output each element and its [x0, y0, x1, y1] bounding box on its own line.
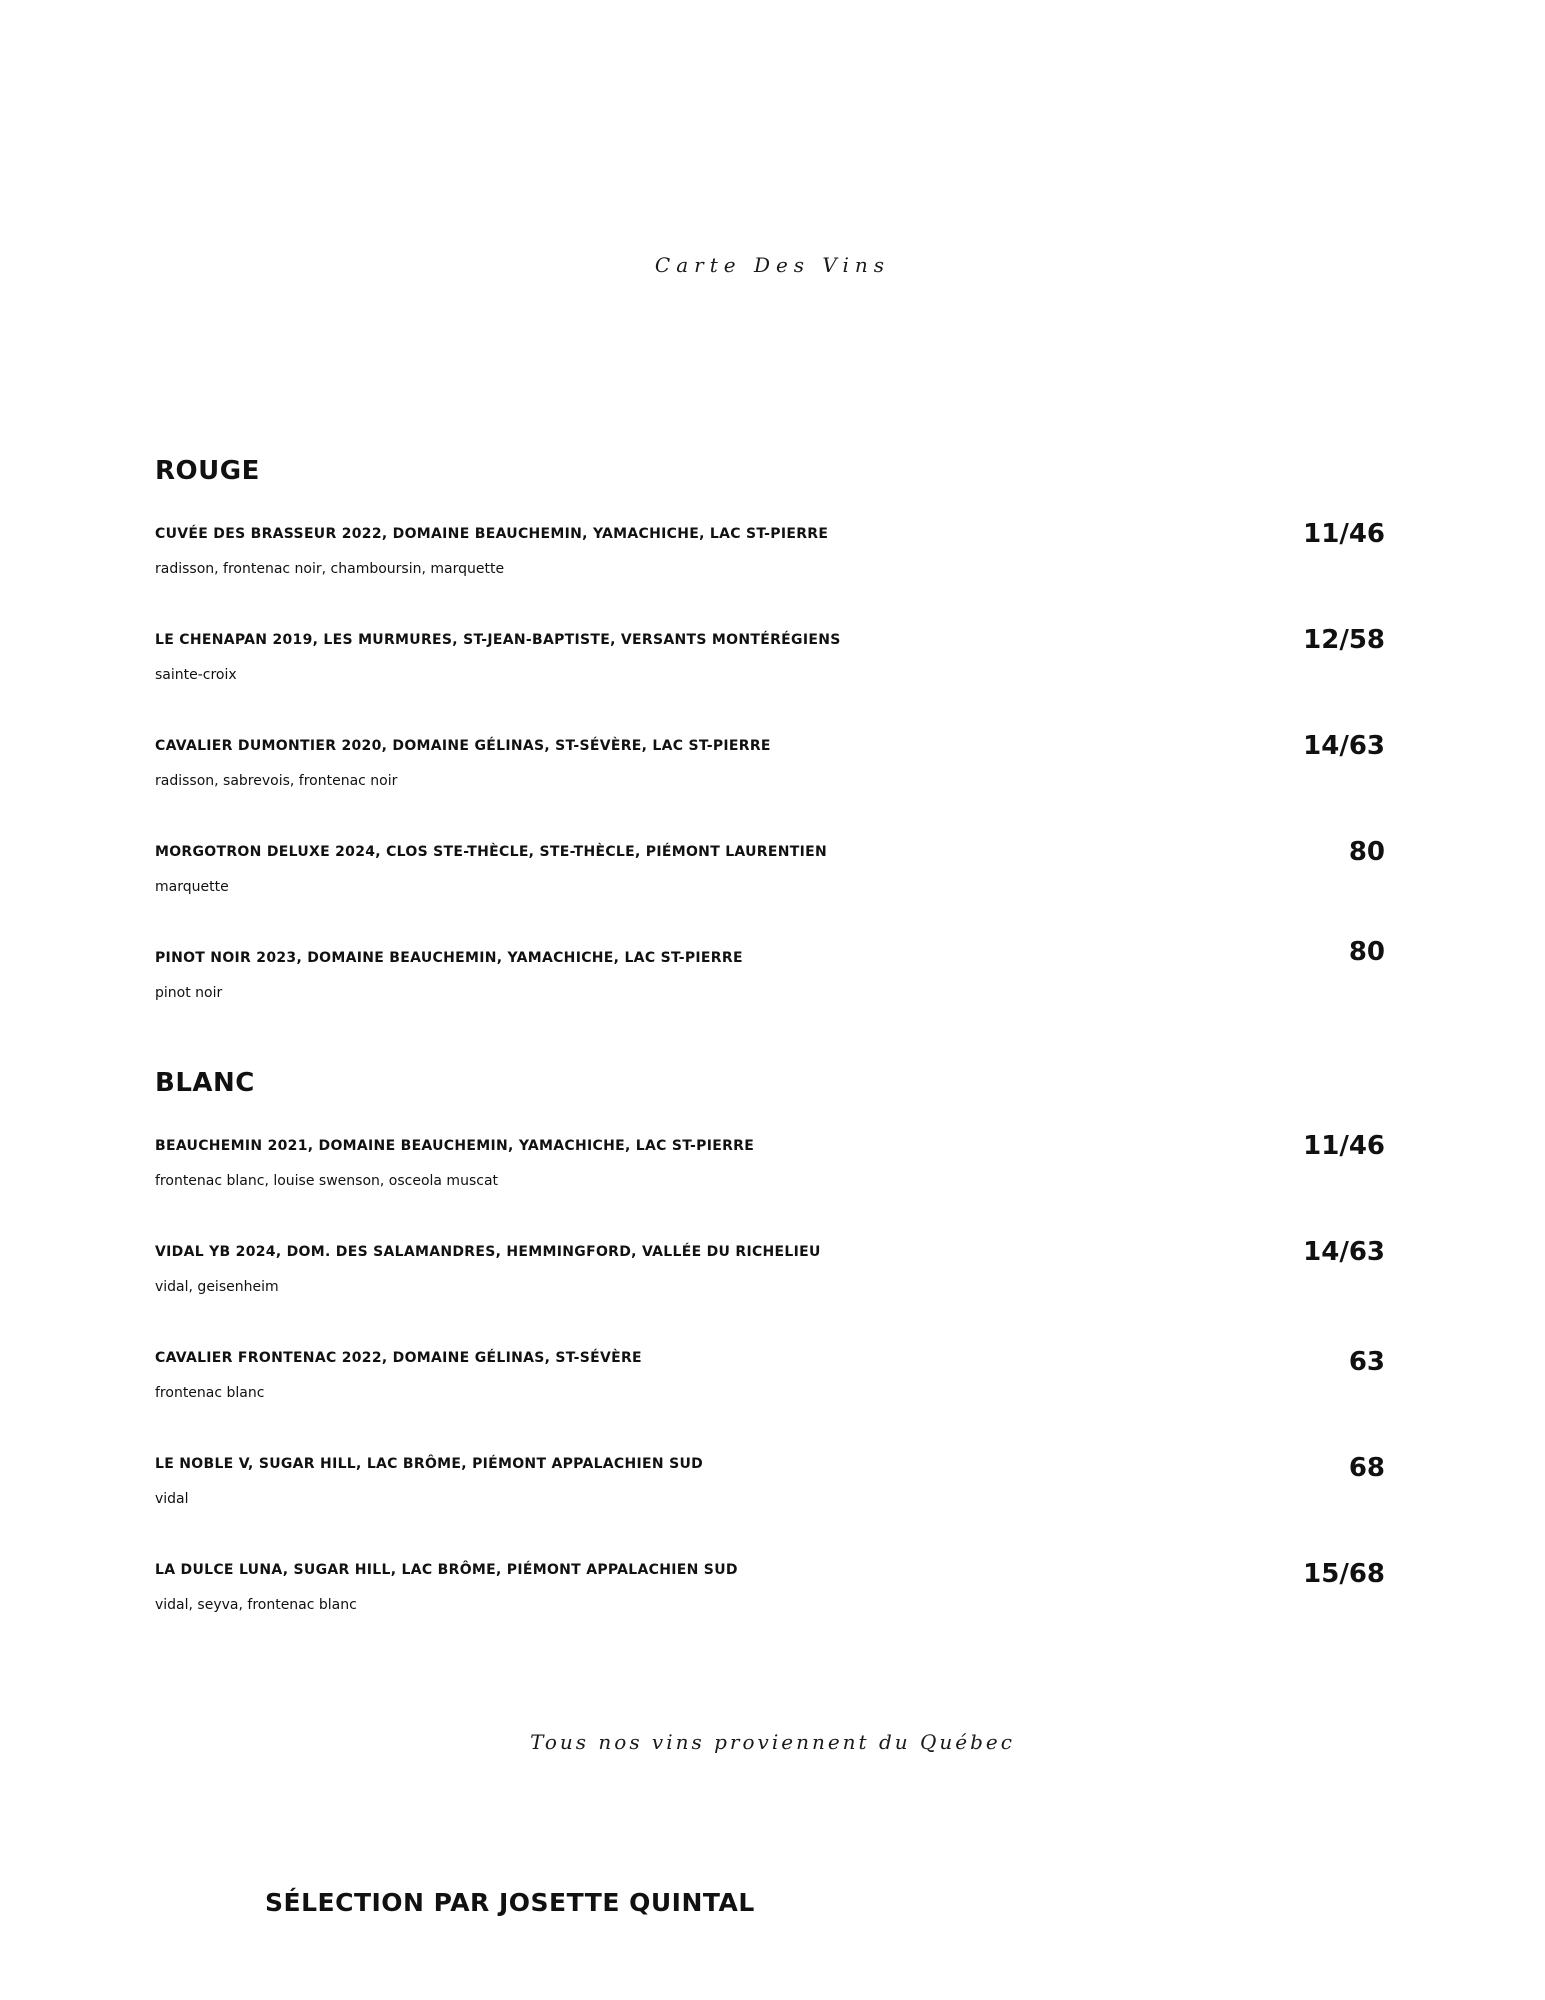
wine-grapes: marquette: [155, 879, 229, 895]
wine-price: 63: [1348, 1347, 1385, 1377]
wine-price: 12/58: [1303, 625, 1385, 655]
wine-price: 14/63: [1303, 731, 1385, 761]
selection-credit: SÉLECTION PAR JOSETTE QUINTAL: [265, 1888, 755, 1917]
wine-name: BEAUCHEMIN 2021, DOMAINE BEAUCHEMIN, YAMACHICHE, LAC ST-PIERRE: [155, 1138, 755, 1154]
wine-price: 68: [1348, 1453, 1385, 1483]
wine-price: 80: [1348, 937, 1385, 967]
wine-name: CAVALIER DUMONTIER 2020, DOMAINE GÉLINAS, ST-SÉVÈRE, LAC ST-PIERRE: [155, 738, 771, 754]
wine-item: [155, 1448, 1385, 1518]
wine-price: 11/46: [1303, 519, 1385, 549]
wine-item: [155, 937, 1385, 1012]
wine-grapes: vidal, geisenheim: [155, 1279, 279, 1295]
wine-item: [155, 1130, 1385, 1200]
wine-grapes: radisson, frontenac noir, chamboursin, marquette: [155, 561, 505, 577]
wine-name: PINOT NOIR 2023, DOMAINE BEAUCHEMIN, YAMACHICHE, LAC ST-PIERRE: [155, 950, 743, 966]
wine-price: 14/63: [1303, 1237, 1385, 1267]
wine-grapes: radisson, sabrevois, frontenac noir: [155, 773, 398, 789]
wine-item: [155, 730, 1385, 800]
wine-name: MORGOTRON DELUXE 2024, CLOS STE-THÈCLE, STE-THÈCLE, PIÉMONT LAURENTIEN: [155, 844, 828, 860]
wine-grapes: vidal, seyva, frontenac blanc: [155, 1597, 357, 1613]
wine-item: [155, 1236, 1385, 1306]
wine-item: [155, 624, 1385, 694]
wine-grapes: vidal: [155, 1491, 189, 1507]
wine-grapes: frontenac blanc, louise swenson, osceola muscat: [155, 1173, 499, 1189]
wine-item: [155, 1342, 1385, 1412]
wine-name: LE NOBLE V, SUGAR HILL, LAC BRÔME, PIÉMONT APPALACHIEN SUD: [155, 1456, 704, 1472]
wine-name: VIDAL YB 2024, DOM. DES SALAMANDRES, HEMMINGFORD, VALLÉE DU RICHELIEU: [155, 1244, 821, 1260]
wine-name: LA DULCE LUNA, SUGAR HILL, LAC BRÔME, PIÉMONT APPALACHIEN SUD: [155, 1562, 738, 1578]
section-heading-rouge: ROUGE: [155, 456, 260, 486]
page-title: Carte Des Vins: [654, 253, 891, 277]
wine-item: [155, 836, 1385, 906]
wine-price: 80: [1348, 837, 1385, 867]
wine-grapes: sainte-croix: [155, 667, 237, 683]
origin-note: Tous nos vins proviennent du Québec: [530, 1730, 1015, 1754]
wine-name: CUVÉE DES BRASSEUR 2022, DOMAINE BEAUCHEMIN, YAMACHICHE, LAC ST-PIERRE: [155, 526, 829, 542]
section-heading-blanc: BLANC: [155, 1068, 255, 1098]
wine-grapes: frontenac blanc: [155, 1385, 265, 1401]
wine-price: 11/46: [1303, 1131, 1385, 1161]
wine-price: 15/68: [1303, 1559, 1385, 1589]
wine-grapes: pinot noir: [155, 985, 223, 1001]
wine-item: [155, 1554, 1385, 1624]
wine-name: CAVALIER FRONTENAC 2022, DOMAINE GÉLINAS, ST-SÉVÈRE: [155, 1350, 642, 1366]
wine-item: [155, 518, 1385, 588]
wine-name: LE CHENAPAN 2019, LES MURMURES, ST-JEAN-BAPTISTE, VERSANTS MONTÉRÉGIENS: [155, 632, 841, 648]
